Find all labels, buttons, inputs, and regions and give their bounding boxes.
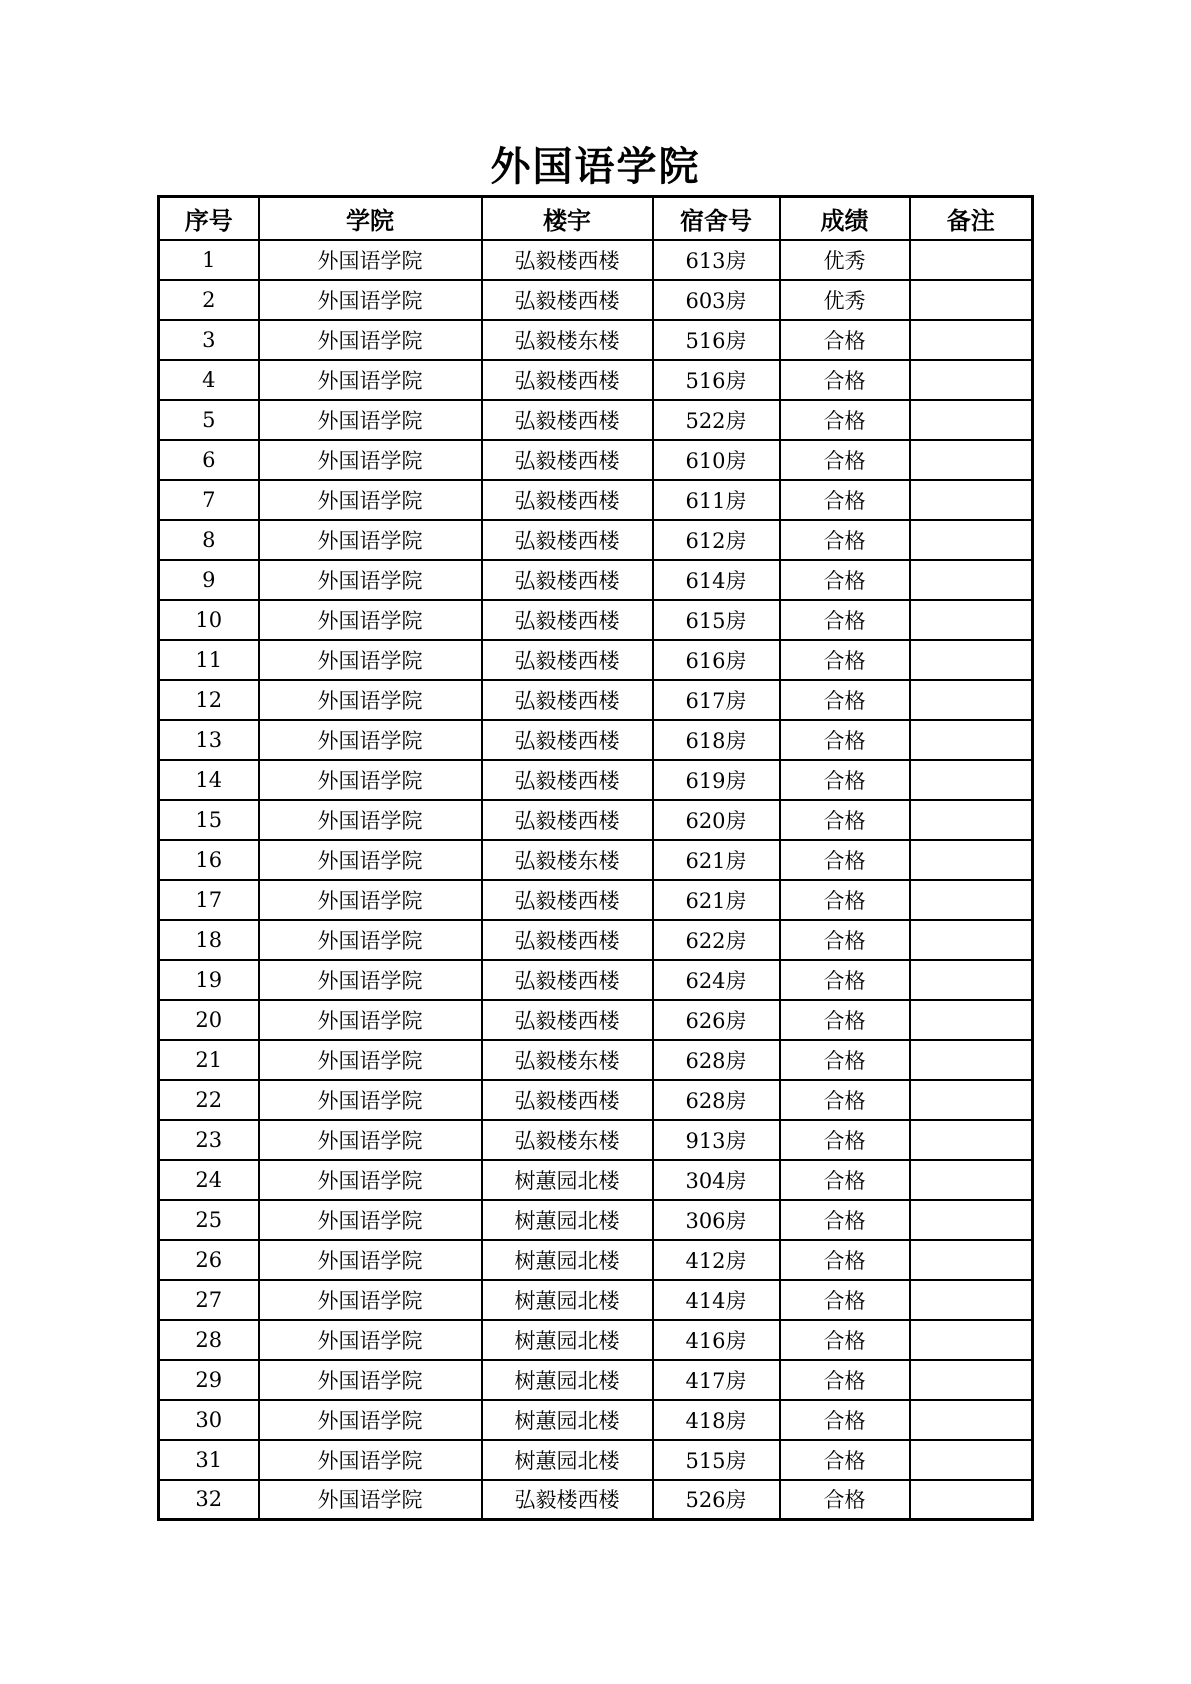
cell-remark <box>910 1200 1033 1240</box>
cell-college: 外国语学院 <box>259 1040 482 1080</box>
cell-index: 32 <box>159 1480 259 1520</box>
cell-building: 树蕙园北楼 <box>482 1160 653 1200</box>
cell-room: 617房 <box>653 680 780 720</box>
cell-index: 21 <box>159 1040 259 1080</box>
cell-room: 522房 <box>653 400 780 440</box>
cell-college: 外国语学院 <box>259 400 482 440</box>
cell-score: 合格 <box>780 720 910 760</box>
table-row <box>159 800 1033 840</box>
cell-room: 616房 <box>653 640 780 680</box>
cell-building: 弘毅楼西楼 <box>482 1480 653 1520</box>
cell-index: 4 <box>159 360 259 400</box>
cell-score: 合格 <box>780 1320 910 1360</box>
cell-score: 合格 <box>780 560 910 600</box>
table-row <box>159 1400 1033 1440</box>
cell-index: 22 <box>159 1080 259 1120</box>
cell-room: 603房 <box>653 280 780 320</box>
cell-college: 外国语学院 <box>259 560 482 600</box>
cell-index: 17 <box>159 880 259 920</box>
cell-score: 合格 <box>780 800 910 840</box>
cell-college: 外国语学院 <box>259 1120 482 1160</box>
cell-remark <box>910 1400 1033 1440</box>
cell-room: 304房 <box>653 1160 780 1200</box>
cell-remark <box>910 1280 1033 1320</box>
cell-remark <box>910 1440 1033 1480</box>
cell-college: 外国语学院 <box>259 640 482 680</box>
cell-score: 优秀 <box>780 280 910 320</box>
cell-building: 弘毅楼西楼 <box>482 680 653 720</box>
column-header-remark: 备注 <box>910 197 1033 240</box>
cell-index: 16 <box>159 840 259 880</box>
cell-college: 外国语学院 <box>259 760 482 800</box>
cell-remark <box>910 960 1033 1000</box>
table-row <box>159 1000 1033 1040</box>
cell-index: 3 <box>159 320 259 360</box>
cell-index: 29 <box>159 1360 259 1400</box>
table-header-row <box>159 197 1033 240</box>
cell-index: 5 <box>159 400 259 440</box>
cell-remark <box>910 360 1033 400</box>
cell-building: 弘毅楼东楼 <box>482 1120 653 1160</box>
cell-room: 913房 <box>653 1120 780 1160</box>
page-title: 外国语学院 <box>490 143 701 190</box>
cell-room: 628房 <box>653 1040 780 1080</box>
cell-score: 合格 <box>780 1480 910 1520</box>
cell-index: 30 <box>159 1400 259 1440</box>
table-row <box>159 1480 1033 1520</box>
cell-building: 树蕙园北楼 <box>482 1240 653 1280</box>
cell-room: 620房 <box>653 800 780 840</box>
cell-remark <box>910 1080 1033 1120</box>
cell-room: 610房 <box>653 440 780 480</box>
cell-room: 418房 <box>653 1400 780 1440</box>
table-row <box>159 400 1033 440</box>
cell-building: 弘毅楼西楼 <box>482 640 653 680</box>
cell-index: 9 <box>159 560 259 600</box>
cell-index: 6 <box>159 440 259 480</box>
cell-building: 弘毅楼西楼 <box>482 880 653 920</box>
table-row <box>159 280 1033 320</box>
cell-building: 弘毅楼西楼 <box>482 520 653 560</box>
cell-score: 合格 <box>780 520 910 560</box>
cell-building: 弘毅楼西楼 <box>482 1000 653 1040</box>
cell-building: 弘毅楼西楼 <box>482 400 653 440</box>
table-row <box>159 1240 1033 1280</box>
cell-college: 外国语学院 <box>259 320 482 360</box>
cell-score: 合格 <box>780 1160 910 1200</box>
cell-room: 306房 <box>653 1200 780 1240</box>
cell-score: 合格 <box>780 1280 910 1320</box>
cell-college: 外国语学院 <box>259 880 482 920</box>
cell-room: 621房 <box>653 880 780 920</box>
column-header-college: 学院 <box>259 197 482 240</box>
cell-score: 合格 <box>780 360 910 400</box>
cell-remark <box>910 600 1033 640</box>
cell-building: 弘毅楼东楼 <box>482 840 653 880</box>
cell-remark <box>910 1160 1033 1200</box>
cell-room: 516房 <box>653 360 780 400</box>
table-row <box>159 520 1033 560</box>
cell-room: 515房 <box>653 1440 780 1480</box>
cell-remark <box>910 920 1033 960</box>
cell-remark <box>910 440 1033 480</box>
cell-college: 外国语学院 <box>259 960 482 1000</box>
cell-college: 外国语学院 <box>259 1280 482 1320</box>
table-row <box>159 1360 1033 1400</box>
cell-room: 416房 <box>653 1320 780 1360</box>
table-row <box>159 600 1033 640</box>
cell-college: 外国语学院 <box>259 800 482 840</box>
cell-room: 417房 <box>653 1360 780 1400</box>
cell-score: 合格 <box>780 1200 910 1240</box>
cell-college: 外国语学院 <box>259 1200 482 1240</box>
cell-index: 31 <box>159 1440 259 1480</box>
cell-room: 612房 <box>653 520 780 560</box>
cell-index: 23 <box>159 1120 259 1160</box>
table-row <box>159 480 1033 520</box>
cell-building: 弘毅楼西楼 <box>482 480 653 520</box>
cell-college: 外国语学院 <box>259 360 482 400</box>
cell-index: 19 <box>159 960 259 1000</box>
cell-remark <box>910 680 1033 720</box>
cell-index: 24 <box>159 1160 259 1200</box>
table-row <box>159 840 1033 880</box>
table-row <box>159 1120 1033 1160</box>
cell-score: 优秀 <box>780 240 910 280</box>
table-row <box>159 640 1033 680</box>
cell-building: 弘毅楼西楼 <box>482 440 653 480</box>
table-row <box>159 240 1033 280</box>
cell-college: 外国语学院 <box>259 920 482 960</box>
cell-building: 树蕙园北楼 <box>482 1280 653 1320</box>
cell-index: 28 <box>159 1320 259 1360</box>
cell-college: 外国语学院 <box>259 440 482 480</box>
table-row <box>159 1320 1033 1360</box>
cell-room: 618房 <box>653 720 780 760</box>
cell-building: 树蕙园北楼 <box>482 1400 653 1440</box>
cell-index: 11 <box>159 640 259 680</box>
cell-college: 外国语学院 <box>259 240 482 280</box>
cell-index: 2 <box>159 280 259 320</box>
cell-score: 合格 <box>780 400 910 440</box>
cell-room: 414房 <box>653 1280 780 1320</box>
cell-room: 611房 <box>653 480 780 520</box>
cell-index: 26 <box>159 1240 259 1280</box>
cell-remark <box>910 240 1033 280</box>
cell-score: 合格 <box>780 960 910 1000</box>
cell-building: 弘毅楼西楼 <box>482 560 653 600</box>
cell-building: 树蕙园北楼 <box>482 1200 653 1240</box>
cell-score: 合格 <box>780 760 910 800</box>
table-row <box>159 360 1033 400</box>
cell-score: 合格 <box>780 1000 910 1040</box>
cell-building: 弘毅楼西楼 <box>482 920 653 960</box>
cell-index: 20 <box>159 1000 259 1040</box>
column-header-room: 宿舍号 <box>653 197 780 240</box>
cell-remark <box>910 1120 1033 1160</box>
cell-remark <box>910 1240 1033 1280</box>
cell-remark <box>910 760 1033 800</box>
cell-college: 外国语学院 <box>259 1480 482 1520</box>
table-row <box>159 1280 1033 1320</box>
cell-remark <box>910 1320 1033 1360</box>
cell-score: 合格 <box>780 1360 910 1400</box>
cell-room: 516房 <box>653 320 780 360</box>
cell-index: 7 <box>159 480 259 520</box>
dorm-score-table <box>157 195 1034 1521</box>
cell-index: 27 <box>159 1280 259 1320</box>
table-row <box>159 440 1033 480</box>
cell-remark <box>910 480 1033 520</box>
table-row <box>159 760 1033 800</box>
cell-score: 合格 <box>780 320 910 360</box>
cell-remark <box>910 520 1033 560</box>
cell-index: 15 <box>159 800 259 840</box>
cell-remark <box>910 280 1033 320</box>
cell-index: 13 <box>159 720 259 760</box>
table-row <box>159 1440 1033 1480</box>
cell-room: 622房 <box>653 920 780 960</box>
cell-building: 弘毅楼西楼 <box>482 800 653 840</box>
cell-building: 弘毅楼西楼 <box>482 960 653 1000</box>
cell-college: 外国语学院 <box>259 600 482 640</box>
cell-score: 合格 <box>780 1440 910 1480</box>
cell-index: 12 <box>159 680 259 720</box>
cell-building: 弘毅楼西楼 <box>482 360 653 400</box>
cell-building: 弘毅楼东楼 <box>482 1040 653 1080</box>
cell-building: 树蕙园北楼 <box>482 1360 653 1400</box>
table-row <box>159 680 1033 720</box>
cell-remark <box>910 320 1033 360</box>
cell-college: 外国语学院 <box>259 1320 482 1360</box>
cell-building: 弘毅楼西楼 <box>482 760 653 800</box>
cell-score: 合格 <box>780 1400 910 1440</box>
cell-room: 613房 <box>653 240 780 280</box>
cell-score: 合格 <box>780 880 910 920</box>
table-row <box>159 720 1033 760</box>
table-row <box>159 560 1033 600</box>
cell-score: 合格 <box>780 1080 910 1120</box>
cell-room: 628房 <box>653 1080 780 1120</box>
cell-room: 615房 <box>653 600 780 640</box>
table-header <box>159 197 1033 240</box>
cell-score: 合格 <box>780 480 910 520</box>
cell-index: 14 <box>159 760 259 800</box>
table-row <box>159 1040 1033 1080</box>
table-row <box>159 1160 1033 1200</box>
cell-building: 弘毅楼西楼 <box>482 280 653 320</box>
cell-score: 合格 <box>780 840 910 880</box>
column-header-building: 楼宇 <box>482 197 653 240</box>
cell-index: 10 <box>159 600 259 640</box>
cell-college: 外国语学院 <box>259 1360 482 1400</box>
table-row <box>159 920 1033 960</box>
cell-score: 合格 <box>780 440 910 480</box>
cell-college: 外国语学院 <box>259 1400 482 1440</box>
cell-room: 614房 <box>653 560 780 600</box>
cell-score: 合格 <box>780 1040 910 1080</box>
cell-room: 619房 <box>653 760 780 800</box>
cell-college: 外国语学院 <box>259 280 482 320</box>
cell-score: 合格 <box>780 640 910 680</box>
cell-remark <box>910 400 1033 440</box>
cell-college: 外国语学院 <box>259 1240 482 1280</box>
cell-remark <box>910 800 1033 840</box>
column-header-index: 序号 <box>159 197 259 240</box>
cell-building: 树蕙园北楼 <box>482 1320 653 1360</box>
cell-remark <box>910 840 1033 880</box>
table-row <box>159 1200 1033 1240</box>
cell-remark <box>910 640 1033 680</box>
cell-building: 弘毅楼西楼 <box>482 1080 653 1120</box>
cell-building: 弘毅楼西楼 <box>482 600 653 640</box>
cell-college: 外国语学院 <box>259 840 482 880</box>
cell-index: 18 <box>159 920 259 960</box>
cell-room: 626房 <box>653 1000 780 1040</box>
table-row <box>159 320 1033 360</box>
cell-room: 621房 <box>653 840 780 880</box>
cell-room: 412房 <box>653 1240 780 1280</box>
cell-building: 树蕙园北楼 <box>482 1440 653 1480</box>
cell-remark <box>910 1480 1033 1520</box>
cell-college: 外国语学院 <box>259 720 482 760</box>
cell-score: 合格 <box>780 920 910 960</box>
cell-remark <box>910 1360 1033 1400</box>
cell-score: 合格 <box>780 1240 910 1280</box>
cell-college: 外国语学院 <box>259 1160 482 1200</box>
cell-college: 外国语学院 <box>259 480 482 520</box>
cell-building: 弘毅楼东楼 <box>482 320 653 360</box>
cell-remark <box>910 1000 1033 1040</box>
cell-building: 弘毅楼西楼 <box>482 240 653 280</box>
cell-building: 弘毅楼西楼 <box>482 720 653 760</box>
cell-score: 合格 <box>780 600 910 640</box>
table-body <box>159 240 1033 1520</box>
cell-remark <box>910 560 1033 600</box>
table-row <box>159 1080 1033 1120</box>
cell-college: 外国语学院 <box>259 1080 482 1120</box>
cell-index: 1 <box>159 240 259 280</box>
cell-remark <box>910 720 1033 760</box>
cell-index: 8 <box>159 520 259 560</box>
cell-score: 合格 <box>780 680 910 720</box>
cell-college: 外国语学院 <box>259 520 482 560</box>
cell-college: 外国语学院 <box>259 1000 482 1040</box>
cell-remark <box>910 880 1033 920</box>
cell-college: 外国语学院 <box>259 680 482 720</box>
table-row <box>159 960 1033 1000</box>
table-row <box>159 880 1033 920</box>
cell-college: 外国语学院 <box>259 1440 482 1480</box>
cell-index: 25 <box>159 1200 259 1240</box>
cell-room: 526房 <box>653 1480 780 1520</box>
cell-remark <box>910 1040 1033 1080</box>
cell-room: 624房 <box>653 960 780 1000</box>
cell-score: 合格 <box>780 1120 910 1160</box>
column-header-score: 成绩 <box>780 197 910 240</box>
